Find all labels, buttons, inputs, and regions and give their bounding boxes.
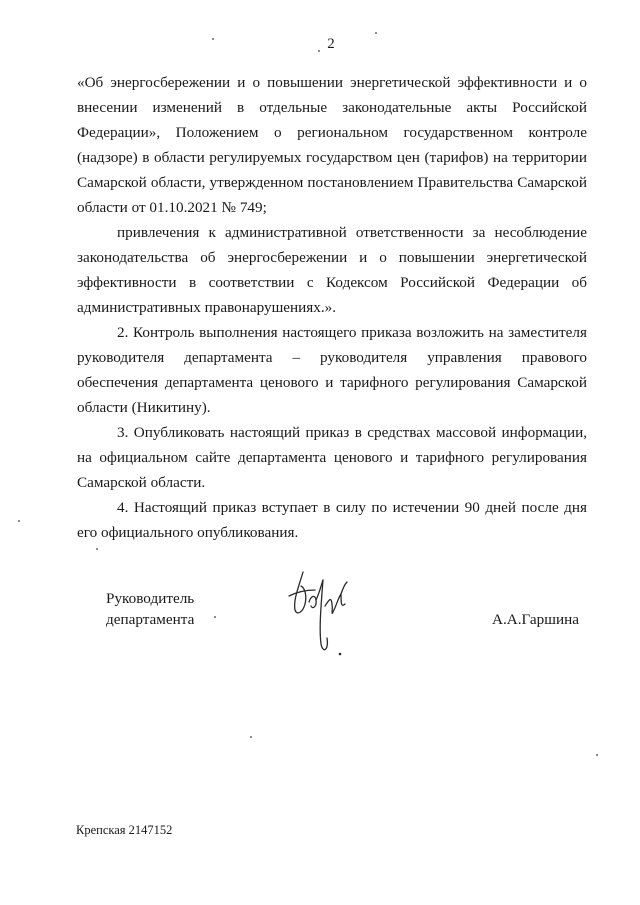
paragraph-law-reference: «Об энергосбережении и о повышении энергетической эффективности и о внесении изменений в отдельные законодательные акты Российской Федерации», Положением о региональном государственном контроле (надзоре) в области регулируемых государством цен (тарифов) на территории Самарской области, утвержденном постановлением Правительства Самарской области от 01.10.2021 № 749; <box>77 74 587 216</box>
scan-speck <box>318 50 320 52</box>
signer-name: А.А.Гаршина <box>492 611 579 628</box>
paragraph-administrative-liability: привлечения к административной ответственности за несоблюдение законодательства об энергосбережении и о повышении энергетической эффективности в соответствии с Кодексом Российской Федерации об административных правонарушениях.». <box>77 224 587 316</box>
document-body <box>77 70 587 545</box>
handwritten-signature <box>285 566 357 666</box>
paragraph-item-3-publish: 3. Опубликовать настоящий приказ в средствах массовой информации, на официальном сайте департамента ценового и тарифного регулирования Самарской области. <box>77 424 587 491</box>
paragraph-item-2-control: 2. Контроль выполнения настоящего приказа возложить на заместителя руководителя департамента – руководителя управления правового обеспечения департамента ценового и тарифного регулирования Самарской области (Никитину). <box>77 324 587 416</box>
signer-title-line-2: департамента <box>106 611 195 628</box>
scan-speck <box>250 736 252 738</box>
scan-speck <box>375 32 377 34</box>
scan-speck <box>96 548 98 550</box>
signer-title <box>106 588 194 630</box>
scan-speck <box>596 754 598 756</box>
executor-contact: Крепская 2147152 <box>76 823 173 837</box>
signer-title-line-1: Руководитель <box>106 590 195 607</box>
scan-speck <box>18 520 20 522</box>
scan-speck <box>214 616 216 618</box>
scan-speck <box>212 38 214 40</box>
page-number: 2 <box>327 36 335 52</box>
paragraph-item-4-effective-date: 4. Настоящий приказ вступает в силу по истечении 90 дней после дня его официального опубликования. <box>77 499 587 541</box>
